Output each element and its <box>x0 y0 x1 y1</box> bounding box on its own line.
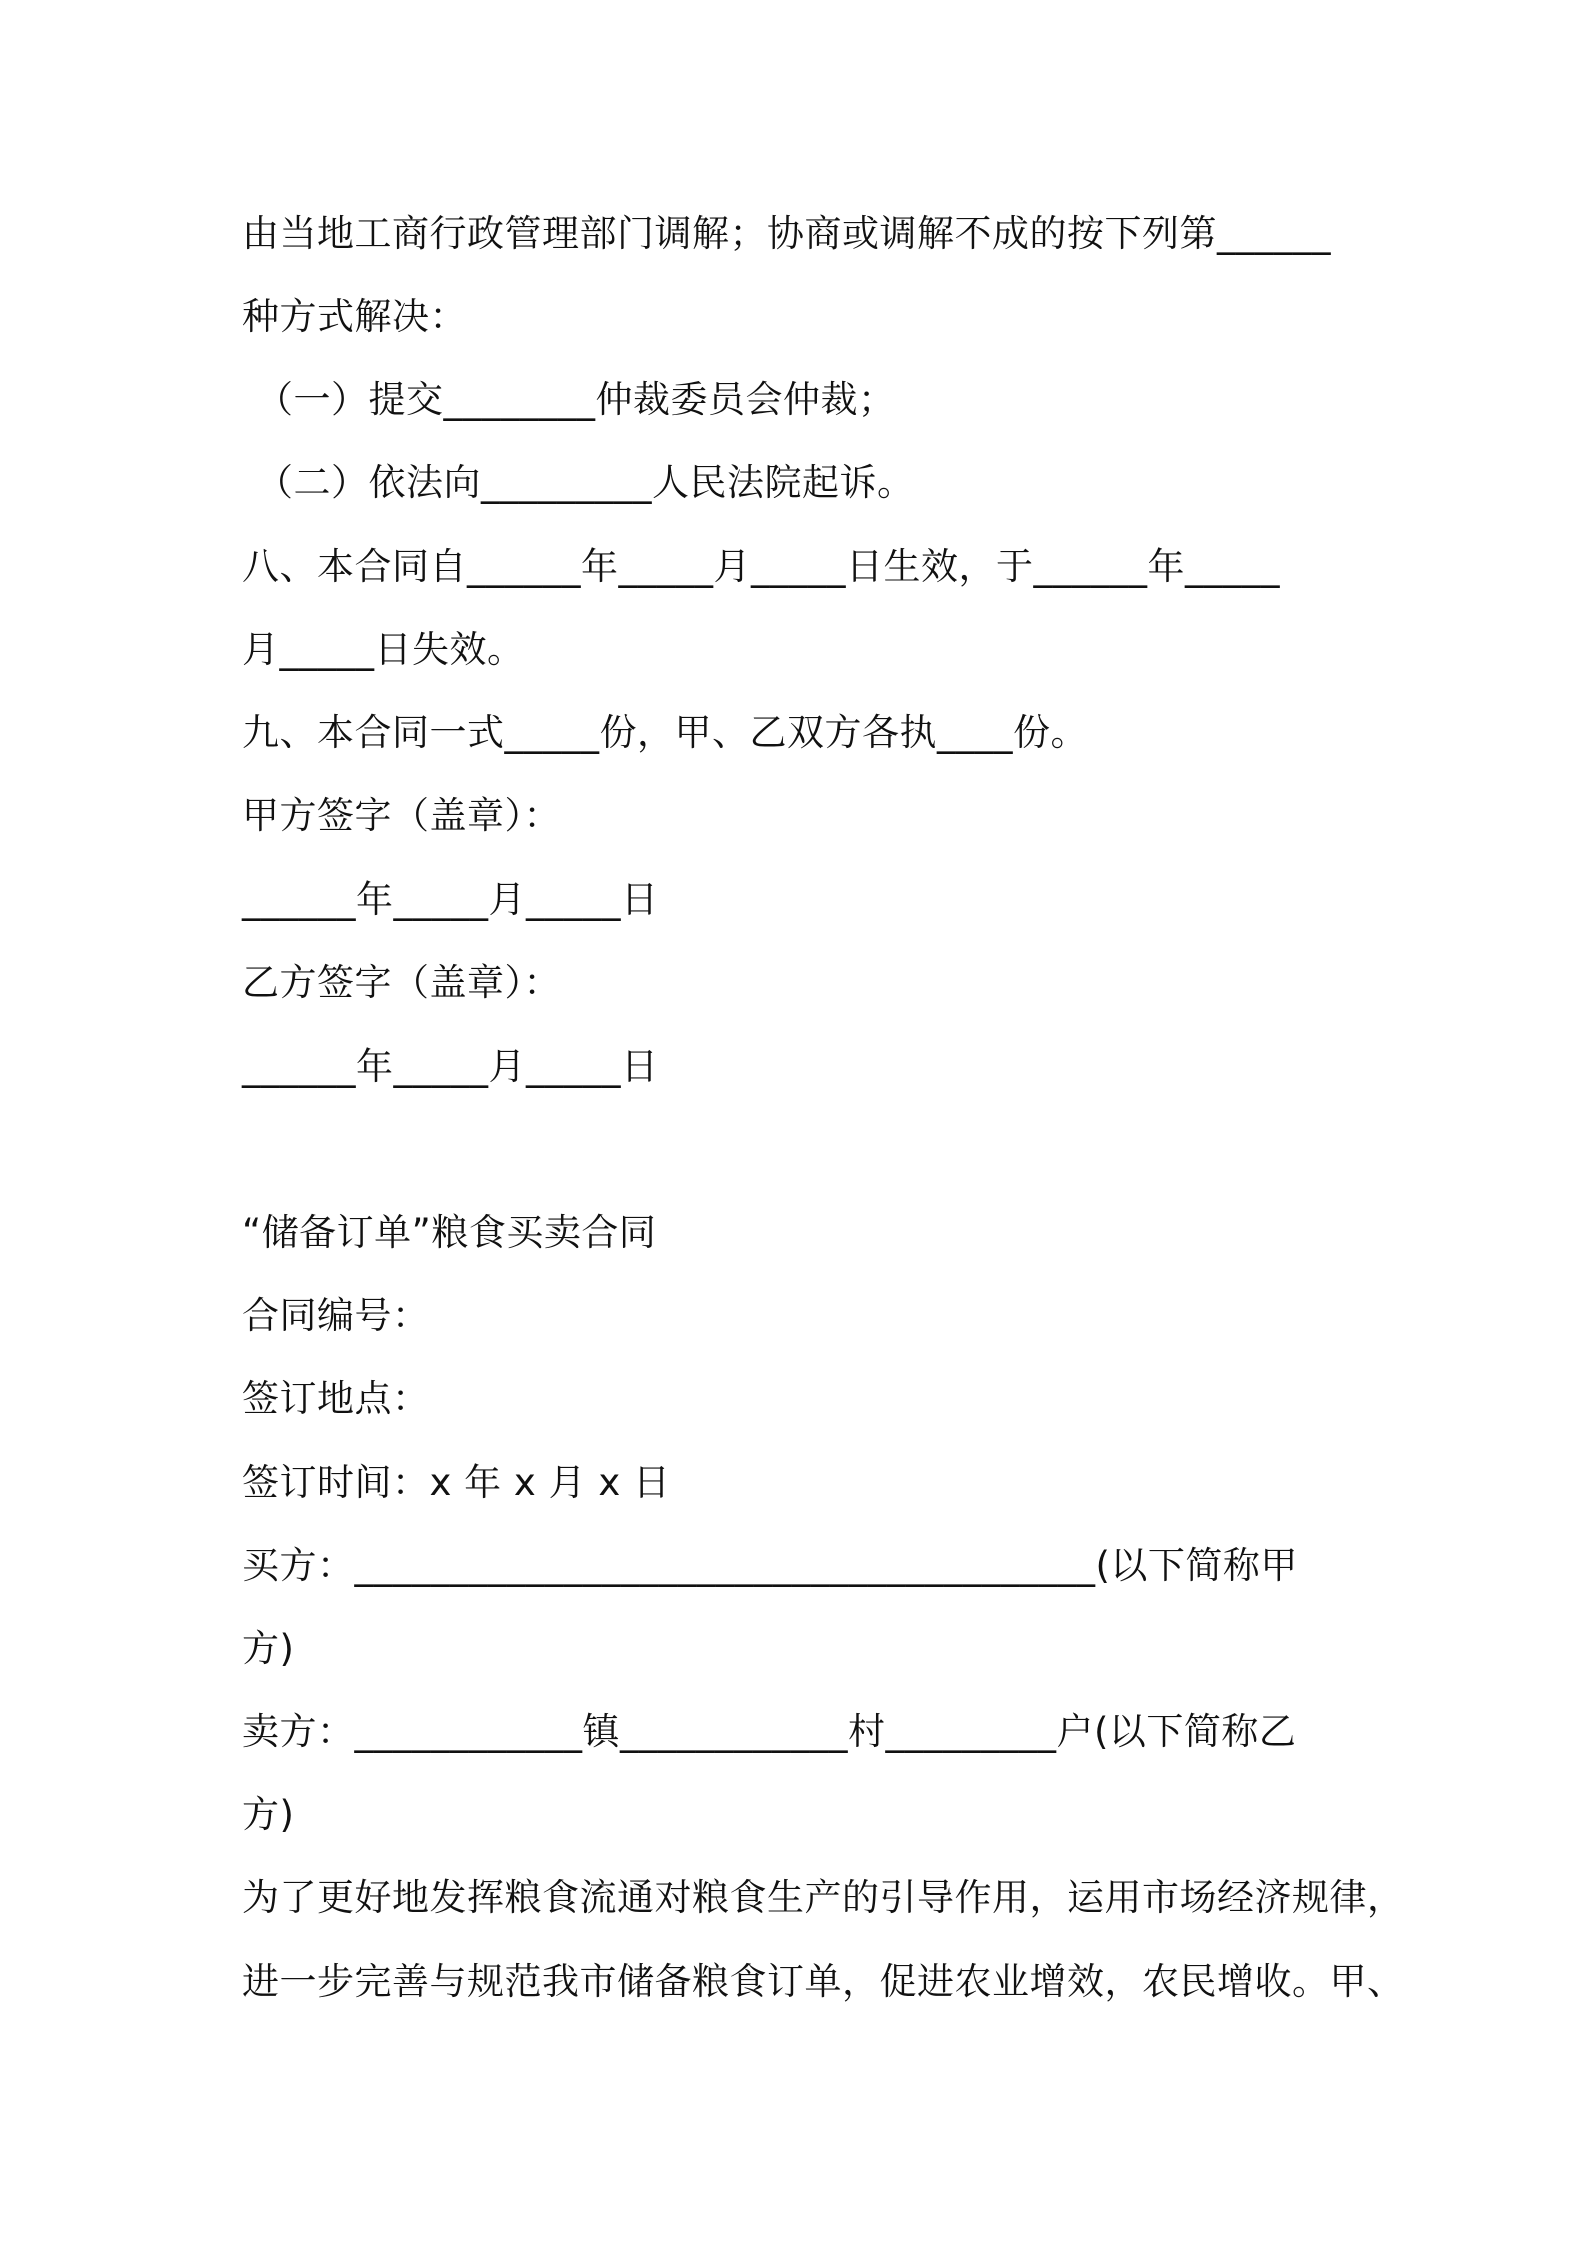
text-line: 进一步完善与规范我市储备粮食订单，促进农业增效，农民增收。甲、 <box>242 1960 1405 2003</box>
text-line: 方) <box>242 1627 295 1670</box>
text-line: 合同编号： <box>242 1294 430 1337</box>
text-line: 由当地工商行政管理部门调解；协商或调解不成的按下列第______ <box>242 212 1331 255</box>
text-line: 九、本合同一式_____份，甲、乙双方各执____份。 <box>242 711 1088 754</box>
text-line: 八、本合同自______年_____月_____日生效，于______年_____ <box>242 545 1280 588</box>
document-title: “储备订单”粮食买卖合同 <box>242 1211 657 1254</box>
text-line: ______年_____月_____日 <box>242 878 659 921</box>
text-line: 为了更好地发挥粮食流通对粮食生产的引导作用，运用市场经济规律， <box>242 1876 1405 1919</box>
text-line: 买方：_______________________________________(以下简称甲 <box>242 1544 1298 1587</box>
text-line: 甲方签字（盖章）： <box>242 794 561 837</box>
text-line: （一）提交________仲裁委员会仲裁； <box>256 378 896 421</box>
text-line: 乙方签字（盖章）： <box>242 961 561 1004</box>
text-line: ______年_____月_____日 <box>242 1045 659 1088</box>
text-line: 方) <box>242 1793 295 1836</box>
text-line: 签订时间：x 年 x 月 x 日 <box>242 1461 671 1504</box>
text-line: 签订地点： <box>242 1377 430 1420</box>
text-line: （二）依法向_________人民法院起诉。 <box>256 461 915 504</box>
text-line: 种方式解决： <box>242 295 467 338</box>
text-line: 卖方：____________镇____________村_________户(以下简称乙 <box>242 1710 1297 1753</box>
text-line: 月_____日失效。 <box>242 628 525 671</box>
